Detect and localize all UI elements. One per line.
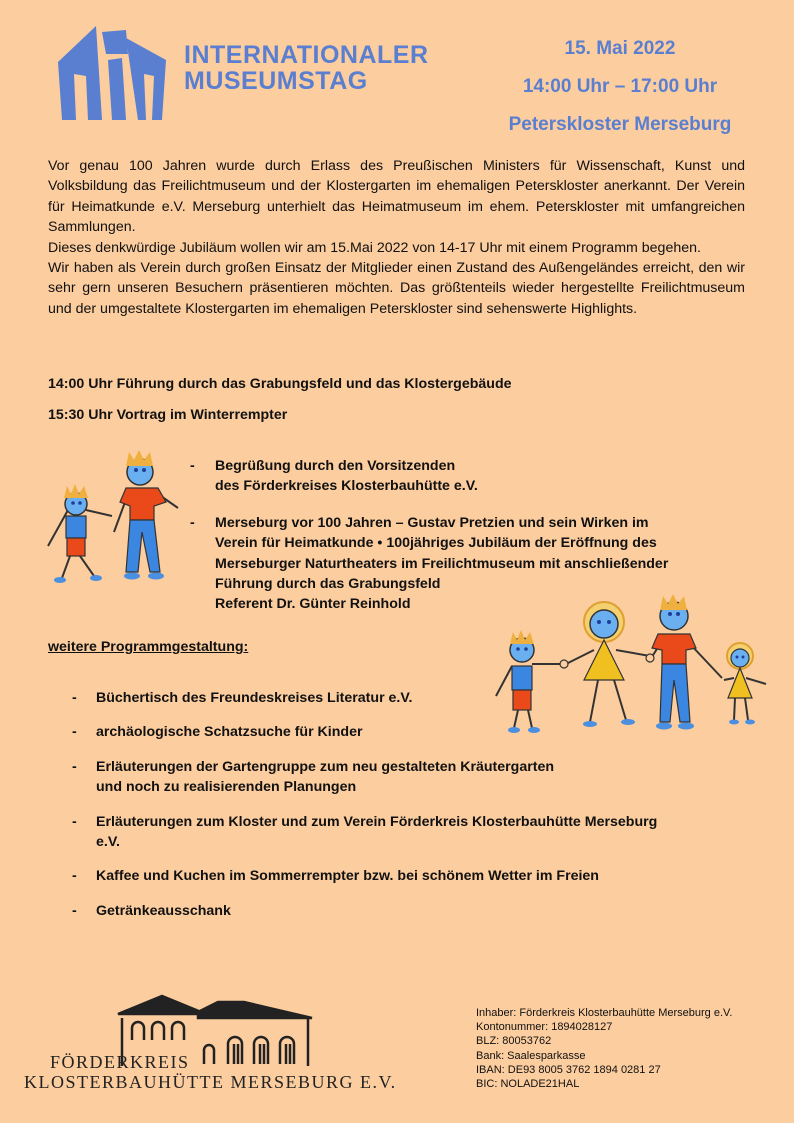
talk-line: Verein für Heimatkunde • 100jähriges Jubiläum der Eröffnung des <box>215 535 657 552</box>
program-item <box>72 866 752 886</box>
talk-line: Merseburger Naturtheaters im Freilichtmuseum mit anschließender <box>215 555 669 572</box>
intro-paragraph-1: Vor genau 100 Jahren wurde durch Erlass des Preußischen Ministers für Wissenschaft, Kunst und Volksbildung das Freilichtmuseum und der Klostergarten im ehemaligen Peterskloster anerkannt. Der Verein für Heimatkunde e.V. Merseburg unterhielt das Heimatmuseum im ehem. Peterskloster mit umfangreichen Sammlungen. <box>48 158 745 236</box>
bank-line: Kontonummer: 1894028127 <box>476 1021 613 1034</box>
program-line: Kaffee und Kuchen im Sommerrempter bzw. bei schönem Wetter im Freien <box>96 868 599 885</box>
talk-item <box>190 456 750 497</box>
schedule-item-1: 14:00 Uhr Führung durch das Grabungsfeld und das Klostergebäude <box>48 376 512 392</box>
event-date: 15. Mai 2022 <box>564 38 676 59</box>
program-line: Büchertisch des Freundeskreises Literatur e.V. <box>96 690 413 706</box>
dash-bullet: - <box>72 724 77 741</box>
dash-bullet: - <box>72 813 77 830</box>
program-line: und noch zu realisierenden Planungen <box>96 779 357 796</box>
museumstag-wordmark <box>184 42 429 94</box>
org-line-1: FÖRDERKREIS <box>50 1052 190 1072</box>
program-item <box>72 812 752 853</box>
program-line: e.V. <box>96 834 120 851</box>
intro-paragraph-3: Wir haben als Verein durch großen Einsatz der Mitglieder einen Zustand des Außengeländes erreicht, den wir sehr gern unseren Besuchern präsentieren möchten. Das größtenteils wieder hergestellte Freilichtmuseum und der umgestaltete Klostergarten im ehemaligen Peterskloster sind sehenswerte Highlights. <box>48 260 745 317</box>
bank-line: Inhaber: Förderkreis Klosterbauhütte Merseburg e.V. <box>476 1007 733 1019</box>
program-line: Getränkeausschank <box>96 902 231 919</box>
intro-paragraph-2: Dieses denkwürdige Jubiläum wollen wir am 15.Mai 2022 von 14-17 Uhr mit einem Programm begehen. <box>48 239 701 256</box>
talk-line: Merseburg vor 100 Jahren – Gustav Pretzien und sein Wirken im <box>215 514 649 531</box>
talk-line: des Förderkreises Klosterbauhütte e.V. <box>215 478 478 495</box>
more-program-heading: weitere Programmgestaltung: <box>48 639 249 655</box>
program-item <box>72 901 752 921</box>
dash-bullet: - <box>72 868 77 885</box>
bank-line: BIC: NOLADE21HAL <box>476 1078 580 1091</box>
program-item <box>72 722 752 742</box>
dash-bullet: - <box>190 458 195 474</box>
talk-line: Referent Dr. Günter Reinhold <box>215 596 411 613</box>
bank-line: Bank: Saalesparkasse <box>476 1049 586 1062</box>
dash-bullet: - <box>72 690 77 706</box>
program-line: Erläuterungen der Gartengruppe zum neu gestalteten Kräutergarten <box>96 758 555 775</box>
talk-line: Begrüßung durch den Vorsitzenden <box>215 458 456 474</box>
museumstag-logo-icon <box>56 24 168 122</box>
event-time: 14:00 Uhr – 17:00 Uhr <box>522 76 718 97</box>
program-item <box>72 688 752 708</box>
schedule-item-2: 15:30 Uhr Vortrag im Winterrempter <box>48 407 288 423</box>
dash-bullet: - <box>72 758 77 775</box>
dash-bullet: - <box>190 514 195 531</box>
org-line-2: KLOSTERBAUHÜTTE MERSEBURG E.V. <box>24 1072 397 1092</box>
intro-text <box>48 156 745 319</box>
bank-line: IBAN: DE93 8005 3762 1894 0281 27 <box>476 1063 661 1076</box>
program-item <box>72 757 752 798</box>
stick-children-illustration <box>40 448 185 588</box>
event-location: Peterskloster Merseburg <box>508 114 732 135</box>
more-program-list <box>72 688 752 935</box>
event-info <box>470 30 770 144</box>
footer-organization-name <box>24 1052 397 1092</box>
dash-bullet: - <box>72 902 77 919</box>
bank-details <box>476 1006 732 1091</box>
program-line: archäologische Schatzsuche für Kinder <box>96 724 363 741</box>
talk-line: Führung durch das Grabungsfeld <box>215 576 441 593</box>
program-line: Erläuterungen zum Kloster und zum Verein Förderkreis Klosterbauhütte Merseburg <box>96 813 658 830</box>
logo-line-2: MUSEUMSTAG <box>184 67 368 95</box>
logo-line-1: INTERNATIONALER <box>184 41 429 69</box>
bank-line: BLZ: 80053762 <box>476 1035 552 1048</box>
